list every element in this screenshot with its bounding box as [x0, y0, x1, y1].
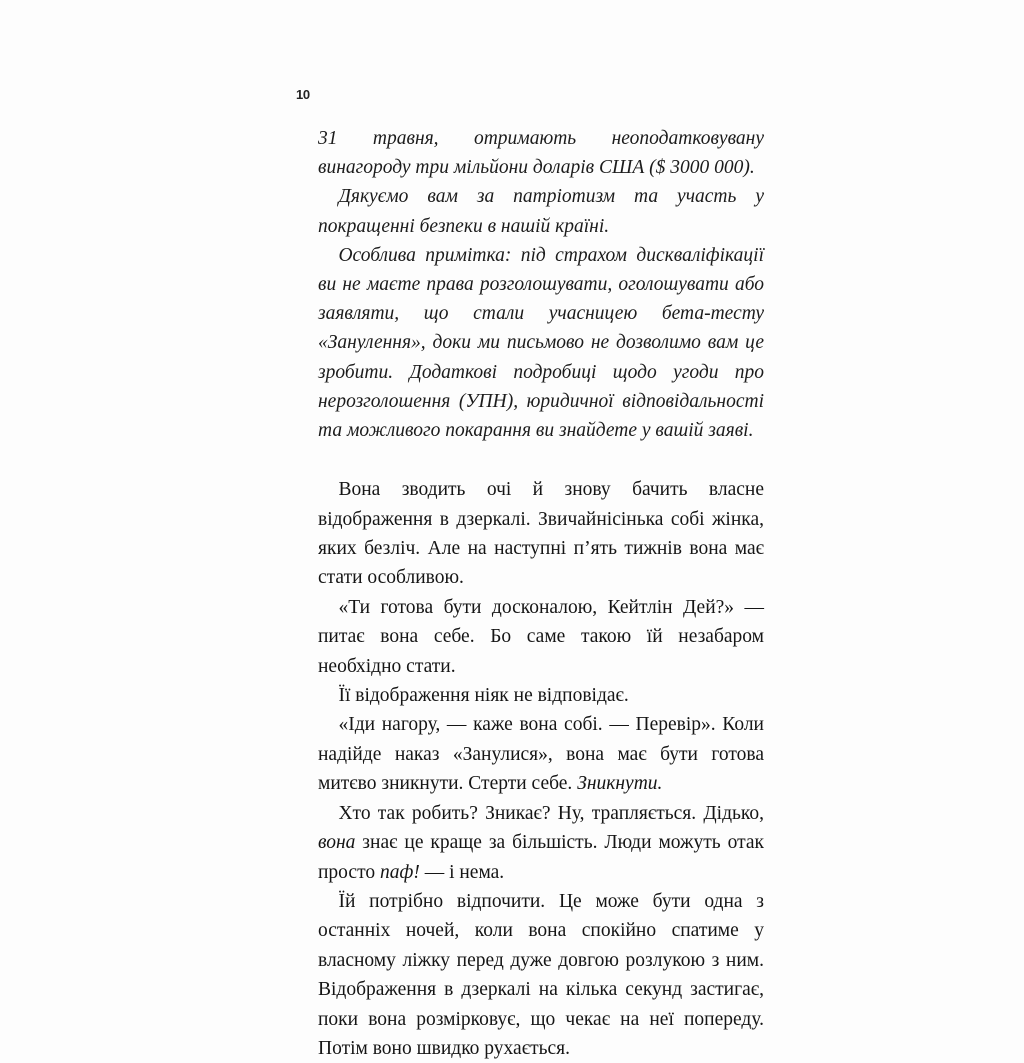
body-paragraph [318, 799, 764, 887]
letter-extract-block [318, 124, 764, 445]
extract-paragraph: 31 травня, отримають неоподатковувану винагороду три мільйони доларів США ($ 3000 000). [318, 128, 764, 179]
narrative-body-block [318, 475, 764, 1063]
body-paragraph [318, 475, 764, 593]
emphasis-text: паф! [379, 861, 420, 883]
body-paragraph [318, 887, 764, 1063]
plain-text: — і нема. [419, 861, 505, 883]
plain-text: «Ти готова бути досконалою, Кейтлін Дей?» — питає вона себе. Бо саме такою їй незабаром необхідно стати. [318, 596, 764, 677]
emphasis-text: вона [318, 832, 356, 854]
body-paragraph [318, 593, 764, 681]
plain-text: Її відображення ніяк не відповідає. [338, 685, 629, 707]
plain-text: Хто так робить? Зникає? Ну, трапляється. Дідько, [338, 802, 764, 824]
body-paragraph [318, 681, 764, 710]
extract-paragraph: Особлива примітка: під страхом дискваліфікації ви не маєте права розголошувати, оголошувати або заявляти, що стали учасницею бета-тесту «Занулення», доки ми письмово не дозволимо вам це зробити. Додаткові подробиці щодо угоди про нерозголошення (УПН), юридичної відповідальності та можливого покарання ви знайдете у вашій заяві. [318, 244, 764, 442]
text-column [318, 124, 764, 1063]
extract-paragraph: Дякуємо вам за патріотизм та участь у покращенні безпеки в нашій країні. [318, 186, 764, 237]
plain-text: Їй потрібно відпочити. Це може бути одна з останніх ночей, коли вона спокійно спатиме у власному ліжку перед дуже довгою розлукою з ним. Відображення в дзеркалі на кілька секунд застигає, поки вона розмірковує, що чекає на неї попереду. Потім воно швидко рухається. [318, 890, 764, 1059]
emphasis-text: Зникнути. [577, 773, 663, 795]
paragraph-spacer [318, 445, 764, 475]
body-paragraph [318, 710, 764, 798]
plain-text: Вона зводить очі й знову бачить власне відображення в дзеркалі. Звичайнісінька собі жінка, яких безліч. Але на наступні п’ять тижнів вона має стати особливою. [318, 479, 764, 589]
page-number: 10 [296, 87, 310, 102]
plain-text: знає це краще за більшість. Люди можуть отак просто [318, 832, 764, 883]
plain-text: «Іди нагору, — каже вона собі. — Перевір». Коли надійде наказ «Занулися», вона має бути готова митєво зникнути. Стерти себе. [318, 714, 764, 795]
